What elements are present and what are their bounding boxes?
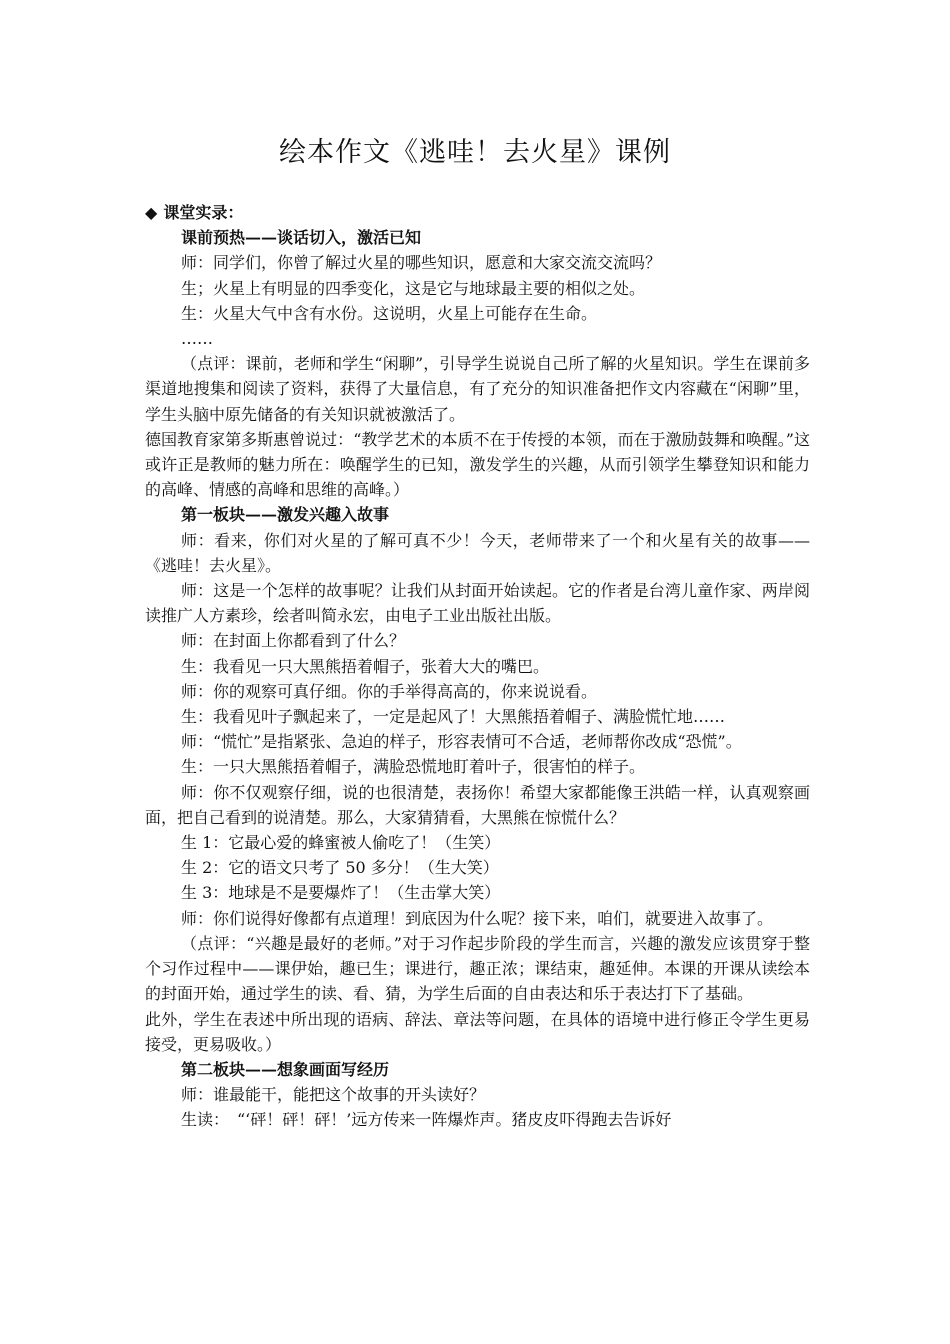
paragraph-list (145, 225, 810, 1132)
paragraph: 师：同学们，你曾了解过火星的哪些知识，愿意和大家交流交流吗？ (181, 253, 662, 273)
diamond-bullet-icon: ◆ (145, 203, 158, 222)
paragraph: 师：“慌忙”是指紧张、急迫的样子，形容表情可不合适，老师帮你改成“恐慌”。 (181, 732, 742, 752)
paragraph: 师：这是一个怎样的故事呢？让我们从封面开始读起。它的作者是台湾儿童作家、两岸阅读推广人方素珍，绘者叫简永宏，由电子工业出版社出版。 (145, 581, 810, 626)
paragraph: 生 2：它的语文只考了 50 多分！（生大笑） (181, 858, 499, 878)
paragraph: 生；火星上有明显的四季变化，这是它与地球最主要的相似之处。 (181, 278, 646, 298)
section-heading: 第一板块——激发兴趣入故事 (181, 505, 390, 525)
paragraph: 生：我看见叶子飘起来了，一定是起风了！大黑熊捂着帽子、满脸慌忙地…… (181, 707, 726, 727)
paragraph: 生：火星大气中含有水份。这说明，火星上可能存在生命。 (181, 303, 598, 323)
paragraph: （点评：课前，老师和学生“闲聊”，引导学生说说自己所了解的火星知识。学生在课前多渠道地搜集和阅读了资料，获得了大量信息，有了充分的知识准备把作文内容藏在“闲聊”里，学生头脑中原先储备的有关知识就被激活了。 (145, 354, 810, 424)
paragraph: 生 1：它最心爱的蜂蜜被人偷吃了！（生笑） (181, 833, 501, 853)
document-title: 绘本作文《逃哇！去火星》课例 (279, 137, 671, 168)
section-label (145, 200, 810, 225)
section-label-text: 课堂实录： (163, 203, 244, 222)
paragraph: 此外，学生在表述中所出现的语病、辞法、章法等问题，在具体的语境中进行修正令学生更易接受，更易吸收。） (145, 1009, 810, 1054)
paragraph: 师：看来，你们对火星的了解可真不少！今天，老师带来了一个和火星有关的故事——《逃哇！去火星》。 (145, 530, 810, 575)
paragraph: 生读： “‘砰！砰！砰！’远方传来一阵爆炸声。猪皮皮吓得跑去告诉好 (181, 1110, 672, 1130)
paragraph: 师：谁最能干，能把这个故事的开头读好？ (181, 1085, 486, 1105)
paragraph: 生 3：地球是不是要爆炸了！（生击掌大笑） (181, 883, 501, 903)
paragraph: 师：你们说得好像都有点道理！到底因为什么呢？接下来，咱们，就要进入故事了。 (181, 908, 774, 928)
paragraph: 德国教育家第多斯惠曾说过：“教学艺术的本质不在于传授的本领，而在于激励鼓舞和唤醒。”这或许正是教师的魅力所在：唤醒学生的已知，激发学生的兴趣，从而引领学生攀登知识和能力的高峰、情感的高峰和思维的高峰。） (145, 429, 810, 500)
section-heading: 课前预热——谈话切入，激活已知 (181, 228, 422, 248)
paragraph: 生：一只大黑熊捂着帽子，满脸恐慌地盯着叶子，很害怕的样子。 (181, 757, 646, 777)
paragraph: 生：我看见一只大黑熊捂着帽子，张着大大的嘴巴。 (181, 656, 550, 676)
paragraph: 师：你不仅观察仔细，说的也很清楚，表扬你！希望大家都能像王洪皓一样，认真观察画面，把自己看到的说清楚。那么，大家猜猜看，大黑熊在惊慌什么？ (145, 782, 810, 827)
section-heading: 第二板块——想象画面写经历 (181, 1059, 390, 1079)
document-body (145, 200, 810, 1133)
paragraph: （点评：“兴趣是最好的老师。”对于习作起步阶段的学生而言，兴趣的激发应该贯穿于整个习作过程中——课伊始，趣已生；课进行，趣正浓；课结束，趣延伸。本课的开课从读绘本的封面开始，通过学生的读、看、猜，为学生后面的自由表达和乐于表达打下了基础。 (145, 933, 810, 1004)
paragraph: 师：你的观察可真仔细。你的手举得高高的，你来说说看。 (181, 681, 598, 701)
paragraph: …… (181, 329, 213, 349)
paragraph: 师：在封面上你都看到了什么？ (181, 631, 406, 651)
